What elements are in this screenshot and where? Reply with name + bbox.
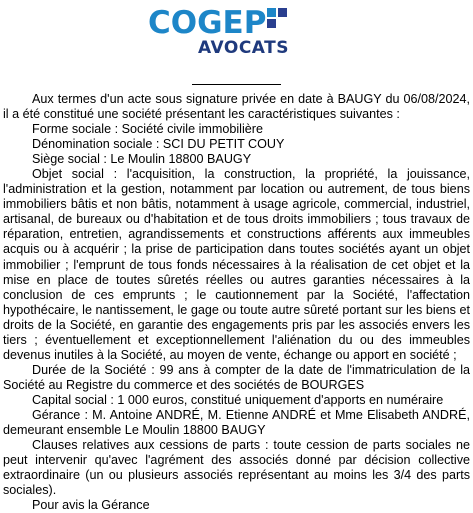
- notice-management: Gérance : M. Antoine ANDRÉ, M. Etienne ANDRÉ et Mme Elisabeth ANDRÉ, demeurant ensemble Le Moulin 18800 BAUGY: [3, 407, 470, 438]
- logo-wordmark-row: [148, 6, 289, 40]
- legal-notice: [3, 92, 470, 513]
- separator-rule: [192, 84, 281, 85]
- notice-corporate-purpose: Objet social : l'acquisition, la construction, la propriété, la jouissance, l'administration et la gestion, notamment par location ou autrement, de tous biens immobiliers bâtis et non bâtis, notamment à usage agricole, commercial, industriel, artisanal, de bureaux ou d'habitation et de tous droits immobiliers ; tous travaux de réparation, entretien, agrandissements et constructions afférents aux immeubles acquis ou à acquérir ; la prise de participation dans toutes sociétés ayant un objet immobilier ; l'emprunt de tous fonds nécessaires à la réalisation de cet objet et la mise en place de toutes sûretés réelles ou autres garanties nécessaires à la conclusion de ces emprunts ; le cautionnement par la Société, l'affectation hypothécaire, le nantissement, le gage ou toute autre sûreté portant sur les biens et droits de la Société, en garantie des engagements pris par les associés envers les tiers ; éventuellement et exceptionnellement l'aliénation du ou des immeubles devenus inutiles à la Société, au moyen de vente, échange ou apport en société ;: [3, 167, 470, 362]
- notice-signature: Pour avis la Gérance: [32, 498, 150, 513]
- notice-share-transfer-clauses: Clauses relatives aux cessions de parts : toute cession de parts sociales ne peut intervenir qu'avec l'agrément des associés donné par décision collective extraordinaire (un ou plusieurs associés représentant au moins les 3/4 des parts sociales).: [3, 438, 470, 498]
- logo-subtitle: AVOCATS: [198, 38, 289, 58]
- notice-duration: Durée de la Société : 99 ans à compter de la date de l'immatriculation de la Société au Registre du commerce et des sociétés de BOURGES: [3, 362, 470, 392]
- logo-wordmark: COGEP: [148, 5, 267, 41]
- notice-company-name: Dénomination sociale : SCI DU PETIT COUY: [32, 137, 285, 152]
- notice-legal-form: Forme sociale : Société civile immobilière: [32, 122, 263, 137]
- logo-square-top-left: [267, 8, 276, 17]
- notice-intro: Aux termes d'un acte sous signature privée en date à BAUGY du 06/08/2024, il a été constitué une société présentant les caractéristiques suivantes :: [3, 92, 470, 122]
- logo-square-bottom-left: [267, 19, 276, 28]
- logo-squares-icon: [267, 8, 289, 30]
- notice-registered-office: Siège social : Le Moulin 18800 BAUGY: [32, 152, 252, 167]
- notice-share-capital: Capital social : 1 000 euros, constitué uniquement d'apports en numéraire: [32, 392, 444, 407]
- cogep-avocats-logo: [0, 6, 473, 62]
- logo-square-top-right: [278, 8, 287, 17]
